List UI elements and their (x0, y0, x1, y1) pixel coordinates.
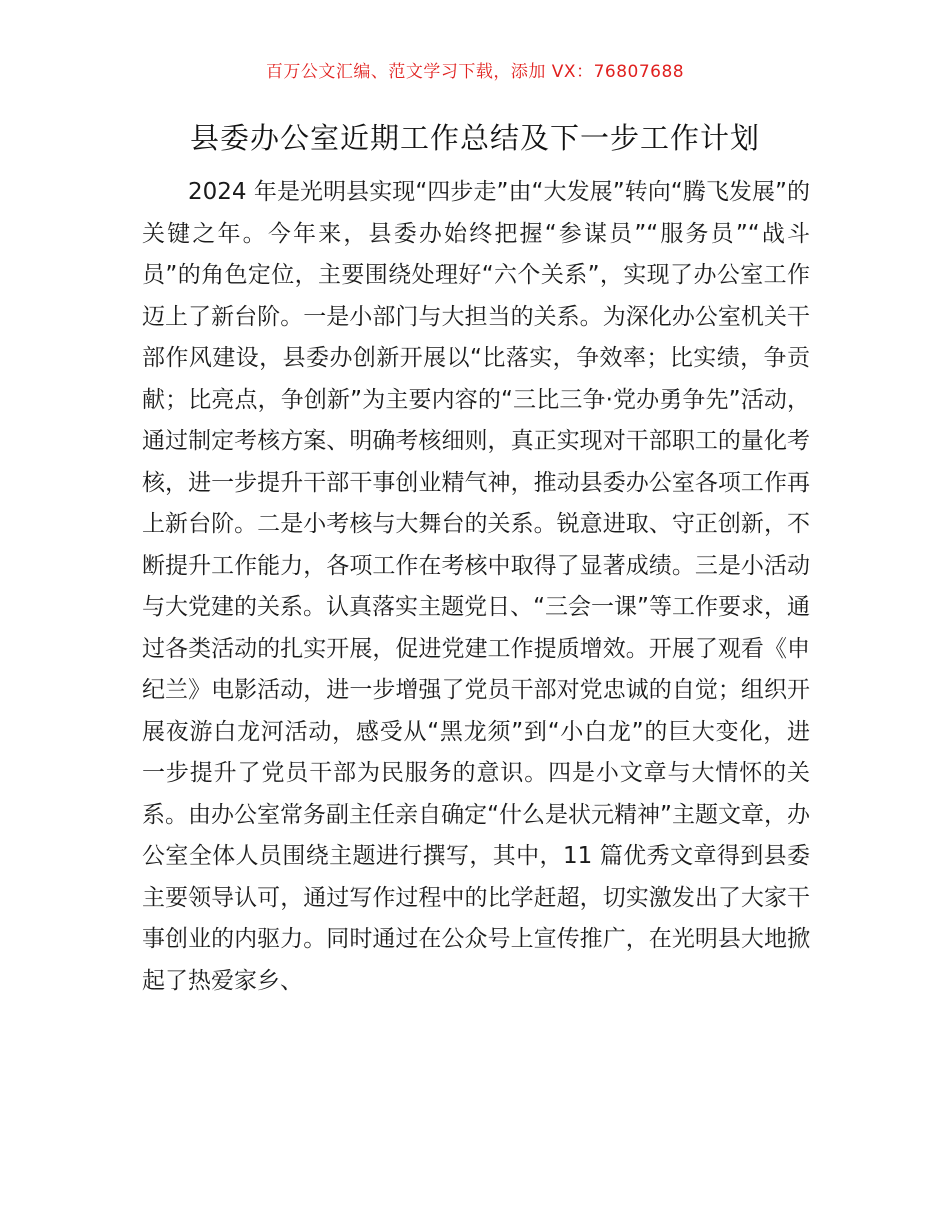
document-title: 县委办公室近期工作总结及下一步工作计划 (189, 121, 760, 155)
header-banner: 百万公文汇编、范文学习下载，添加 VX：76807688 (265, 62, 685, 82)
body-paragraph: 2024 年是光明县实现“四步走”由“大发展”转向“腾飞发展”的关键之年。今年来，县委办始终把握“参谋员”“服务员”“战斗员”的角色定位，主要围绕处理好“六个关系”，实现了办公室工作迈上了新台阶。一是小部门与大担当的关系。为深化办公室机关干部作风建设，县委办创新开展以“比落实，争效率；比实绩，争贡献；比亮点，争创新”为主要内容的“三比三争·党办勇争先”活动，通过制定考核方案、明确考核细则，真正实现对干部职工的量化考核，进一步提升干部干事创业精气神，推动县委办公室各项工作再上新台阶。二是小考核与大舞台的关系。锐意进取、守正创新，不断提升工作能力，各项工作在考核中取得了显著成绩。三是小活动与大党建的关系。认真落实主题党日、“三会一课”等工作要求，通过各类活动的扎实开展，促进党建工作提质增效。开展了观看《申纪兰》电影活动，进一步增强了党员干部对党忠诚的自觉；组织开展夜游白龙河活动，感受从“黑龙须”到“小白龙”的巨大变化，进一步提升了党员干部为民服务的意识。四是小文章与大情怀的关系。由办公室常务副主任亲自确定“什么是状元精神”主题文章，办公室全体人员围绕主题进行撰写，其中，11 篇优秀文章得到县委主要领导认可，通过写作过程中的比学赶超，切实激发出了大家干事创业的内驱力。同时通过在公众号上宣传推广，在光明县大地掀起了热爱家乡、 (142, 179, 810, 994)
